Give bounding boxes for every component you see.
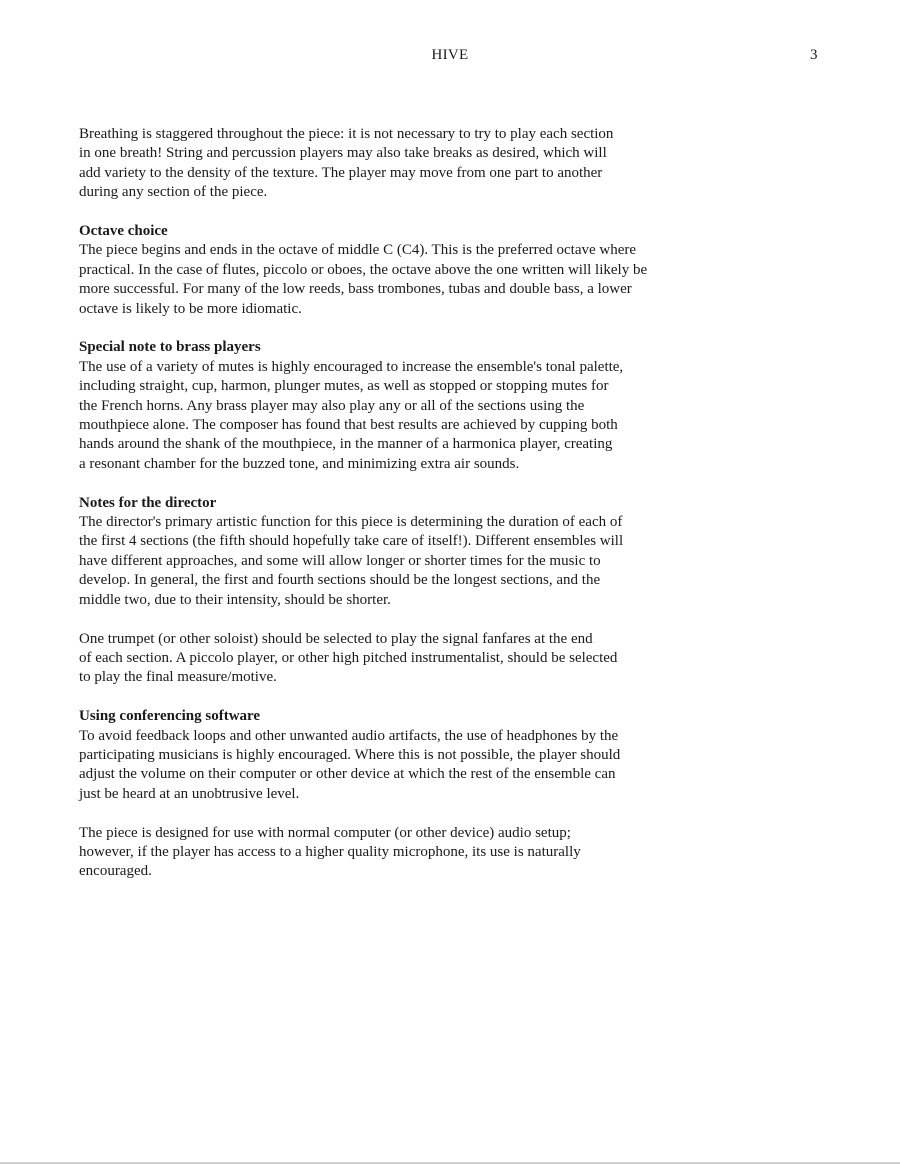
body-line: a resonant chamber for the buzzed tone, and minimizing extra air sounds. (79, 455, 520, 472)
brass-section (79, 338, 729, 474)
body-line: mouthpiece alone. The composer has found that best results are achieved by cupping both (79, 417, 618, 434)
body-line: hands around the shank of the mouthpiece, in the manner of a harmonica player, creating (79, 436, 613, 453)
software-audio-paragraph (79, 824, 729, 882)
software-section (79, 707, 729, 804)
director-soloist-paragraph (79, 630, 729, 688)
body-line: One trumpet (or other soloist) should be selected to play the signal fanfares at the end (79, 630, 593, 647)
body-line: develop. In general, the first and fourth sections should be the longest sections, and the (79, 572, 601, 589)
body-line: middle two, due to their intensity, should be shorter. (79, 591, 391, 608)
director-section (79, 494, 729, 610)
octave-section (79, 222, 729, 319)
body-line: of each section. A piccolo player, or other high pitched instrumentalist, should be selected (79, 649, 618, 666)
body-line: encouraged. (79, 863, 152, 880)
section-heading: Using conferencing software (79, 708, 261, 725)
body-line: practical. In the case of flutes, piccolo or oboes, the octave above the one written will likely be (79, 261, 648, 278)
section-heading: Octave choice (79, 223, 168, 240)
body-line: The use of a variety of mutes is highly encouraged to increase the ensemble's tonal palette, (79, 358, 624, 375)
body-line: to play the final measure/motive. (79, 669, 277, 686)
page-number: 3 (810, 47, 818, 63)
body-line: To avoid feedback loops and other unwanted audio artifacts, the use of headphones by the (79, 727, 619, 744)
body-line: however, if the player has access to a higher quality microphone, its use is naturally (79, 843, 581, 860)
section-heading: Notes for the director (79, 494, 217, 511)
body-line: more successful. For many of the low reeds, bass trombones, tubas and double bass, a lower (79, 281, 632, 298)
body-line: Breathing is staggered throughout the piece: it is not necessary to try to play each section (79, 126, 614, 142)
body-line: during any section of the piece. (79, 184, 268, 201)
body-line: The piece is designed for use with normal computer (or other device) audio setup; (79, 824, 571, 841)
body-line: The piece begins and ends in the octave of middle C (C4). This is the preferred octave where (79, 242, 637, 259)
page-body (79, 125, 729, 901)
body-line: adjust the volume on their computer or other device at which the rest of the ensemble can (79, 766, 616, 783)
body-line: including straight, cup, harmon, plunger mutes, as well as stopped or stopping mutes for (79, 378, 609, 395)
body-line: The director's primary artistic function for this piece is determining the duration of each of (79, 514, 623, 531)
body-line: the first 4 sections (the fifth should hopefully take care of itself!). Different ensembles will (79, 533, 624, 550)
body-line: participating musicians is highly encouraged. Where this is not possible, the player should (79, 746, 621, 763)
body-line: octave is likely to be more idiomatic. (79, 300, 302, 317)
body-line: have different approaches, and some will allow longer or shorter times for the music to (79, 552, 601, 569)
body-line: just be heard at an unobtrusive level. (79, 785, 300, 802)
body-line: add variety to the density of the texture. The player may move from one part to another (79, 164, 603, 181)
running-header-title: HIVE (431, 47, 469, 63)
body-line: the French horns. Any brass player may also play any or all of the sections using the (79, 397, 585, 414)
body-line: in one breath! String and percussion players may also take breaks as desired, which will (79, 145, 607, 162)
intro-paragraph (79, 125, 729, 203)
section-heading: Special note to brass players (79, 339, 261, 356)
